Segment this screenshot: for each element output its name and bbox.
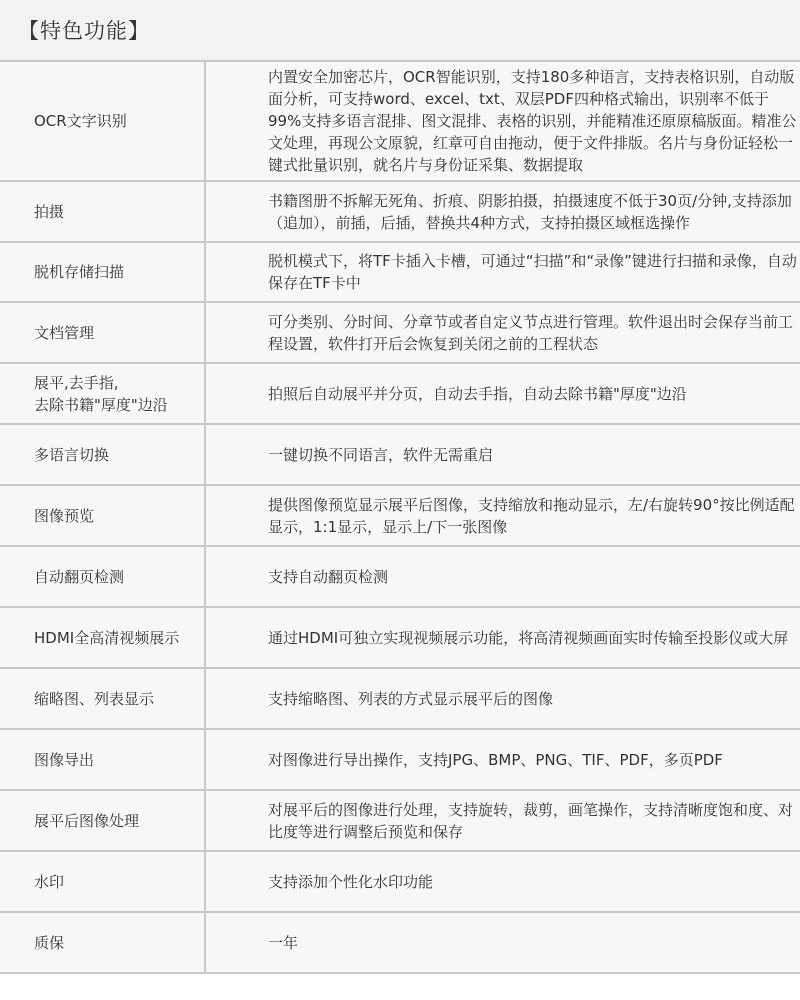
table-row [0,730,800,791]
feature-description: 一键切换不同语言，软件无需重启 [268,445,494,464]
table-row [0,547,800,608]
feature-description: 提供图像预览显示展平后图像，支持缩放和拖动显示，左/右旋转90°按比例适配显示，1:1显示，显示上/下一张图像 [268,495,795,536]
feature-label: HDMI全高清视频展示 [0,608,206,667]
table-row [0,791,800,852]
feature-description: 支持缩略图、列表的方式显示展平后的图像 [268,689,554,708]
table-row [0,182,800,243]
table-row [0,669,800,730]
feature-description: 内置安全加密芯片，OCR智能识别，支持180多种语言，支持表格识别，自动版面分析，可支持word、excel、txt、双层PDF四种格式输出，识别率不低于99%支持多语言混排、图文混排、表格的识别，并能精准还原原稿版面。精准公文处理，再现公文原貌，红章可自由拖动，便于文件排版。名片与身份证轻松一键式批量识别，就名片与身份证采集、数据提取 [268,68,797,174]
feature-label: 拍摄 [0,182,206,241]
feature-label: 质保 [0,913,206,972]
feature-label: 文档管理 [0,303,206,362]
table-row [0,425,800,486]
feature-description: 书籍图册不拆解无死角、折痕、阴影拍摄，拍摄速度不低于30页/分钟,支持添加（追加），前插，后插，替换共4种方式，支持拍摄区域框选操作 [268,191,792,232]
table-row [0,60,800,182]
feature-description: 对展平后的图像进行处理，支持旋转，裁剪，画笔操作，支持清晰度饱和度、对比度等进行调整后预览和保存 [268,800,794,841]
feature-description: 拍照后自动展平并分页，自动去手指，自动去除书籍"厚度"边沿 [268,384,687,403]
feature-label: 图像导出 [0,730,206,789]
feature-label: 缩略图、列表显示 [0,669,206,728]
table-row [0,608,800,669]
feature-label: 多语言切换 [0,425,206,484]
section-title: 【特色功能】 [18,19,150,43]
table-row [0,486,800,547]
table-row [0,303,800,364]
feature-label: 自动翻页检测 [0,547,206,606]
section-header [0,0,800,60]
feature-label: 图像预览 [0,486,206,545]
table-row [0,364,800,425]
feature-table [0,60,800,974]
feature-description: 支持添加个性化水印功能 [268,872,434,891]
feature-description: 可分类别、分时间、分章节或者自定义节点进行管理。软件退出时会保存当前工程设置，软件打开后会恢复到关闭之前的工程状态 [268,312,794,353]
feature-label: OCR文字识别 [0,62,206,180]
feature-description: 支持自动翻页检测 [268,567,389,586]
table-row [0,852,800,913]
feature-label: 展平,去手指, 去除书籍"厚度"边沿 [0,364,206,423]
table-row [0,243,800,303]
feature-description: 一年 [268,933,299,952]
feature-description: 对图像进行导出操作，支持JPG、BMP、PNG、TIF、PDF，多页PDF [268,750,723,769]
table-row [0,913,800,974]
feature-label: 脱机存储扫描 [0,243,206,301]
feature-label: 水印 [0,852,206,911]
feature-description: 脱机模式下，将TF卡插入卡槽，可通过“扫描”和“录像”键进行扫描和录像，自动保存在TF卡中 [268,252,797,292]
feature-description: 通过HDMI可独立实现视频展示功能，将高清视频画面实时传输至投影仪或大屏 [268,628,789,647]
feature-label: 展平后图像处理 [0,791,206,850]
